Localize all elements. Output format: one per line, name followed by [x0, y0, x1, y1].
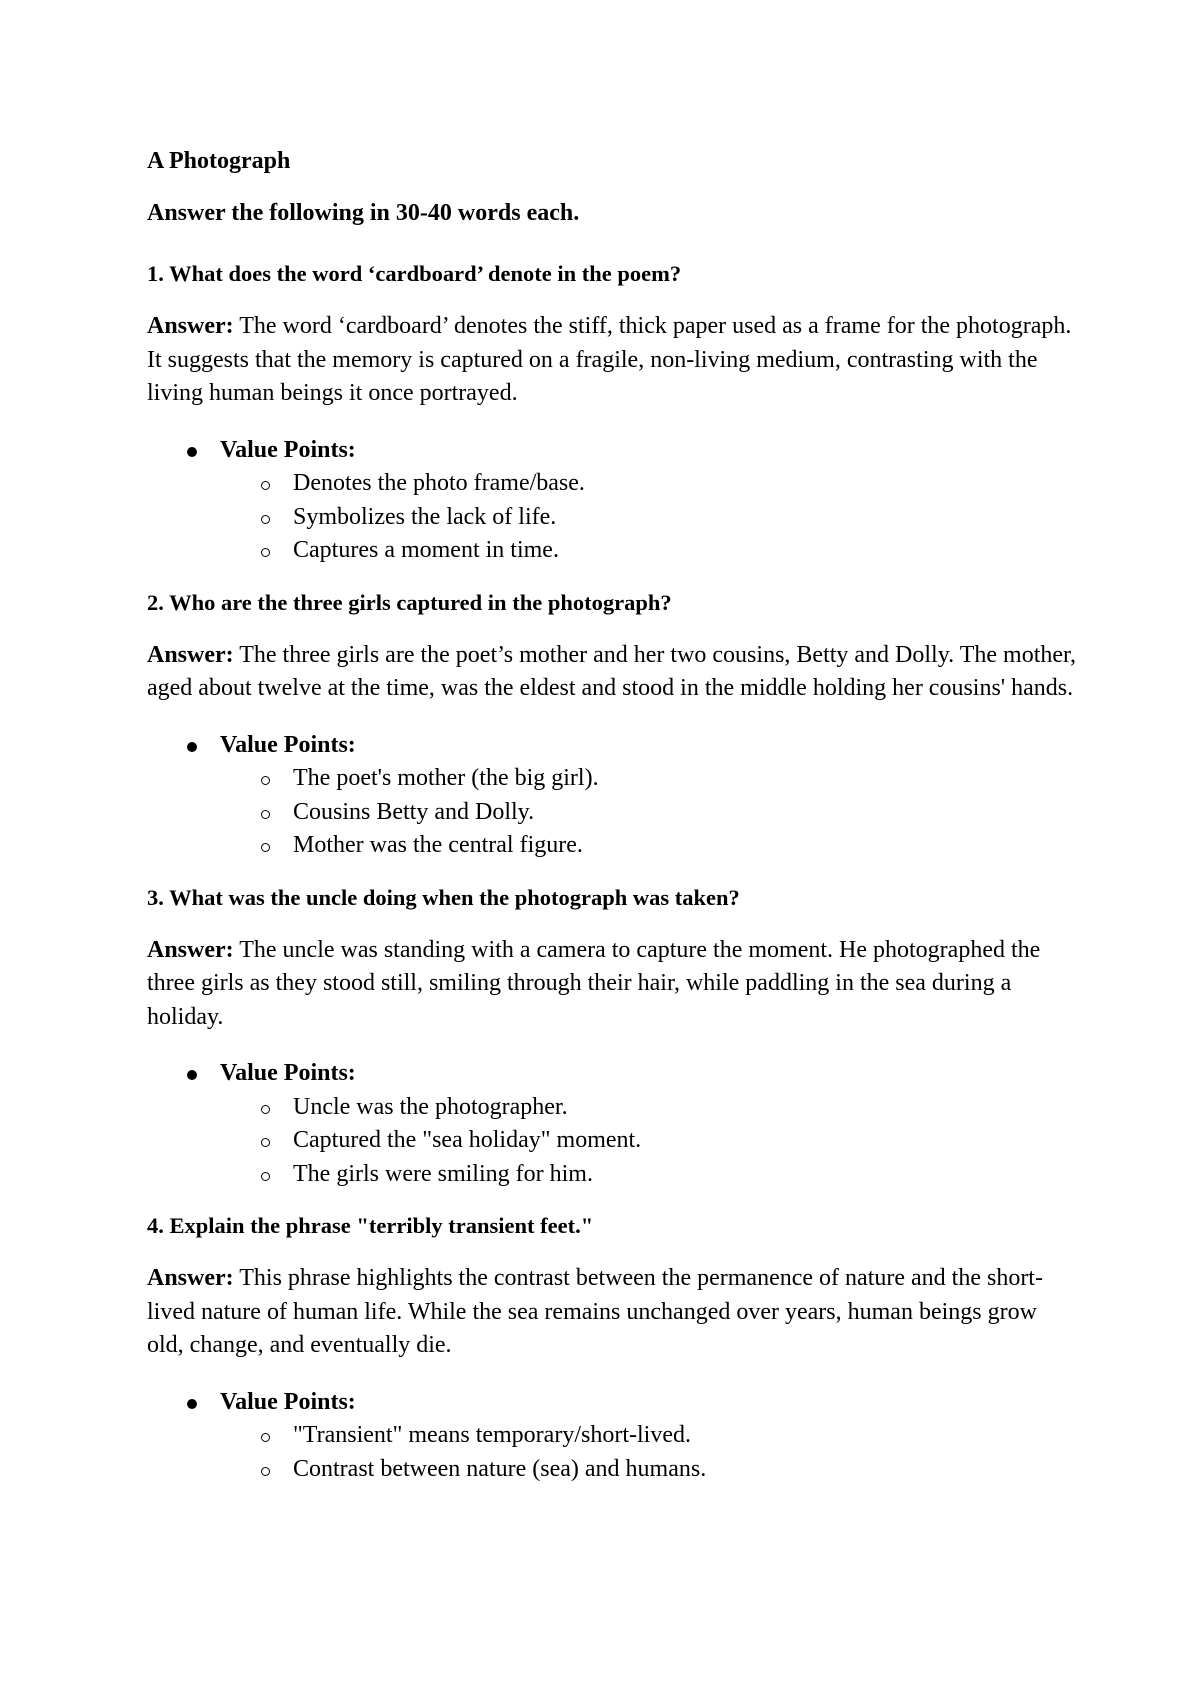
circle-bullet-icon	[261, 481, 270, 490]
question-block-2	[147, 588, 1077, 863]
value-point-item	[147, 1453, 1077, 1487]
value-point-item	[147, 1091, 1077, 1125]
bullet-icon	[187, 1399, 197, 1409]
value-point-item	[147, 796, 1077, 830]
value-point-text: The girls were smiling for him.	[293, 1160, 593, 1187]
circle-bullet-icon	[261, 810, 270, 819]
answer-text: The word ‘cardboard’ denotes the stiff, thick paper used as a frame for the photograph. It suggests that the memory is captured on a fragile, non-living medium, contrasting with the living human beings it once portrayed.	[147, 313, 1072, 406]
value-point-text: Mother was the central figure.	[293, 832, 583, 858]
bullet-icon	[187, 742, 197, 752]
value-points-heading	[147, 434, 1077, 468]
answer-paragraph	[147, 934, 1077, 1035]
circle-bullet-icon	[261, 1467, 270, 1476]
value-points-list	[147, 467, 1077, 568]
value-points-heading	[147, 1386, 1077, 1420]
value-point-item	[147, 762, 1077, 796]
value-point-item	[147, 1419, 1077, 1453]
bullet-icon	[187, 1070, 197, 1080]
question-block-3	[147, 883, 1077, 1192]
answer-paragraph	[147, 1262, 1077, 1363]
value-points	[147, 434, 1077, 568]
value-point-text: Uncle was the photographer.	[293, 1093, 568, 1120]
value-points-heading	[147, 1057, 1077, 1091]
value-point-item	[147, 1158, 1077, 1192]
page-title: A Photograph	[147, 148, 291, 174]
answer-text: This phrase highlights the contrast between the permanence of nature and the short-lived nature of human life. While the sea remains unchanged over years, human beings grow old, change, and eventually die.	[147, 1265, 1043, 1358]
value-points	[147, 1057, 1077, 1191]
value-points	[147, 1386, 1077, 1487]
circle-bullet-icon	[261, 843, 270, 852]
answer-text: The three girls are the poet’s mother and her two cousins, Betty and Dolly. The mother, aged about twelve at the time, was the eldest and stood in the middle holding her cousins' hands.	[147, 641, 1077, 701]
circle-bullet-icon	[261, 1433, 270, 1442]
circle-bullet-icon	[261, 548, 270, 557]
circle-bullet-icon	[261, 1172, 270, 1181]
value-point-item	[147, 467, 1077, 501]
question-block-1	[147, 259, 1077, 568]
value-point-text: Captures a moment in time.	[293, 537, 559, 563]
question-text: 3. What was the uncle doing when the photograph was taken?	[147, 884, 740, 910]
answer-text: The uncle was standing with a camera to capture the moment. He photographed the three girls as they stood still, smiling through their hair, while paddling in the sea during a holiday.	[147, 936, 1041, 1030]
value-points-label: Value Points:	[220, 1388, 356, 1415]
value-points-label: Value Points:	[220, 731, 356, 758]
value-points-label: Value Points:	[220, 436, 356, 463]
answer-label: Answer:	[147, 313, 234, 339]
question-block-4	[147, 1211, 1077, 1486]
circle-bullet-icon	[261, 1105, 270, 1114]
value-point-item	[147, 829, 1077, 863]
answer-label: Answer:	[147, 1265, 234, 1291]
circle-bullet-icon	[261, 776, 270, 785]
circle-bullet-icon	[261, 515, 270, 524]
circle-bullet-icon	[261, 1138, 270, 1147]
value-points	[147, 729, 1077, 863]
value-point-item	[147, 501, 1077, 535]
value-point-text: Captured the "sea holiday" moment.	[293, 1127, 642, 1153]
value-point-text: Denotes the photo frame/base.	[293, 470, 585, 496]
question-text: 4. Explain the phrase "terribly transient feet."	[147, 1213, 594, 1238]
instruction-text: Answer the following in 30-40 words each.	[147, 200, 580, 226]
value-points-heading	[147, 729, 1077, 763]
value-point-item	[147, 1124, 1077, 1158]
value-points-list	[147, 1419, 1077, 1486]
question-text: 2. Who are the three girls captured in the photograph?	[147, 589, 672, 615]
answer-label: Answer:	[147, 936, 234, 963]
value-point-text: Symbolizes the lack of life.	[293, 503, 557, 530]
value-points-label: Value Points:	[220, 1060, 356, 1086]
answer-label: Answer:	[147, 641, 234, 668]
value-point-text: "Transient" means temporary/short-lived.	[293, 1422, 691, 1448]
answer-paragraph	[147, 639, 1077, 706]
value-point-text: The poet's mother (the big girl).	[293, 765, 599, 791]
question-text: 1. What does the word ‘cardboard’ denote in the poem?	[147, 261, 682, 286]
bullet-icon	[187, 447, 197, 457]
value-points-list	[147, 762, 1077, 863]
value-point-item	[147, 534, 1077, 568]
answer-paragraph	[147, 310, 1077, 411]
value-point-text: Cousins Betty and Dolly.	[293, 798, 535, 825]
value-points-list	[147, 1091, 1077, 1192]
document-page	[147, 146, 1077, 1506]
value-point-text: Contrast between nature (sea) and humans.	[293, 1455, 707, 1482]
